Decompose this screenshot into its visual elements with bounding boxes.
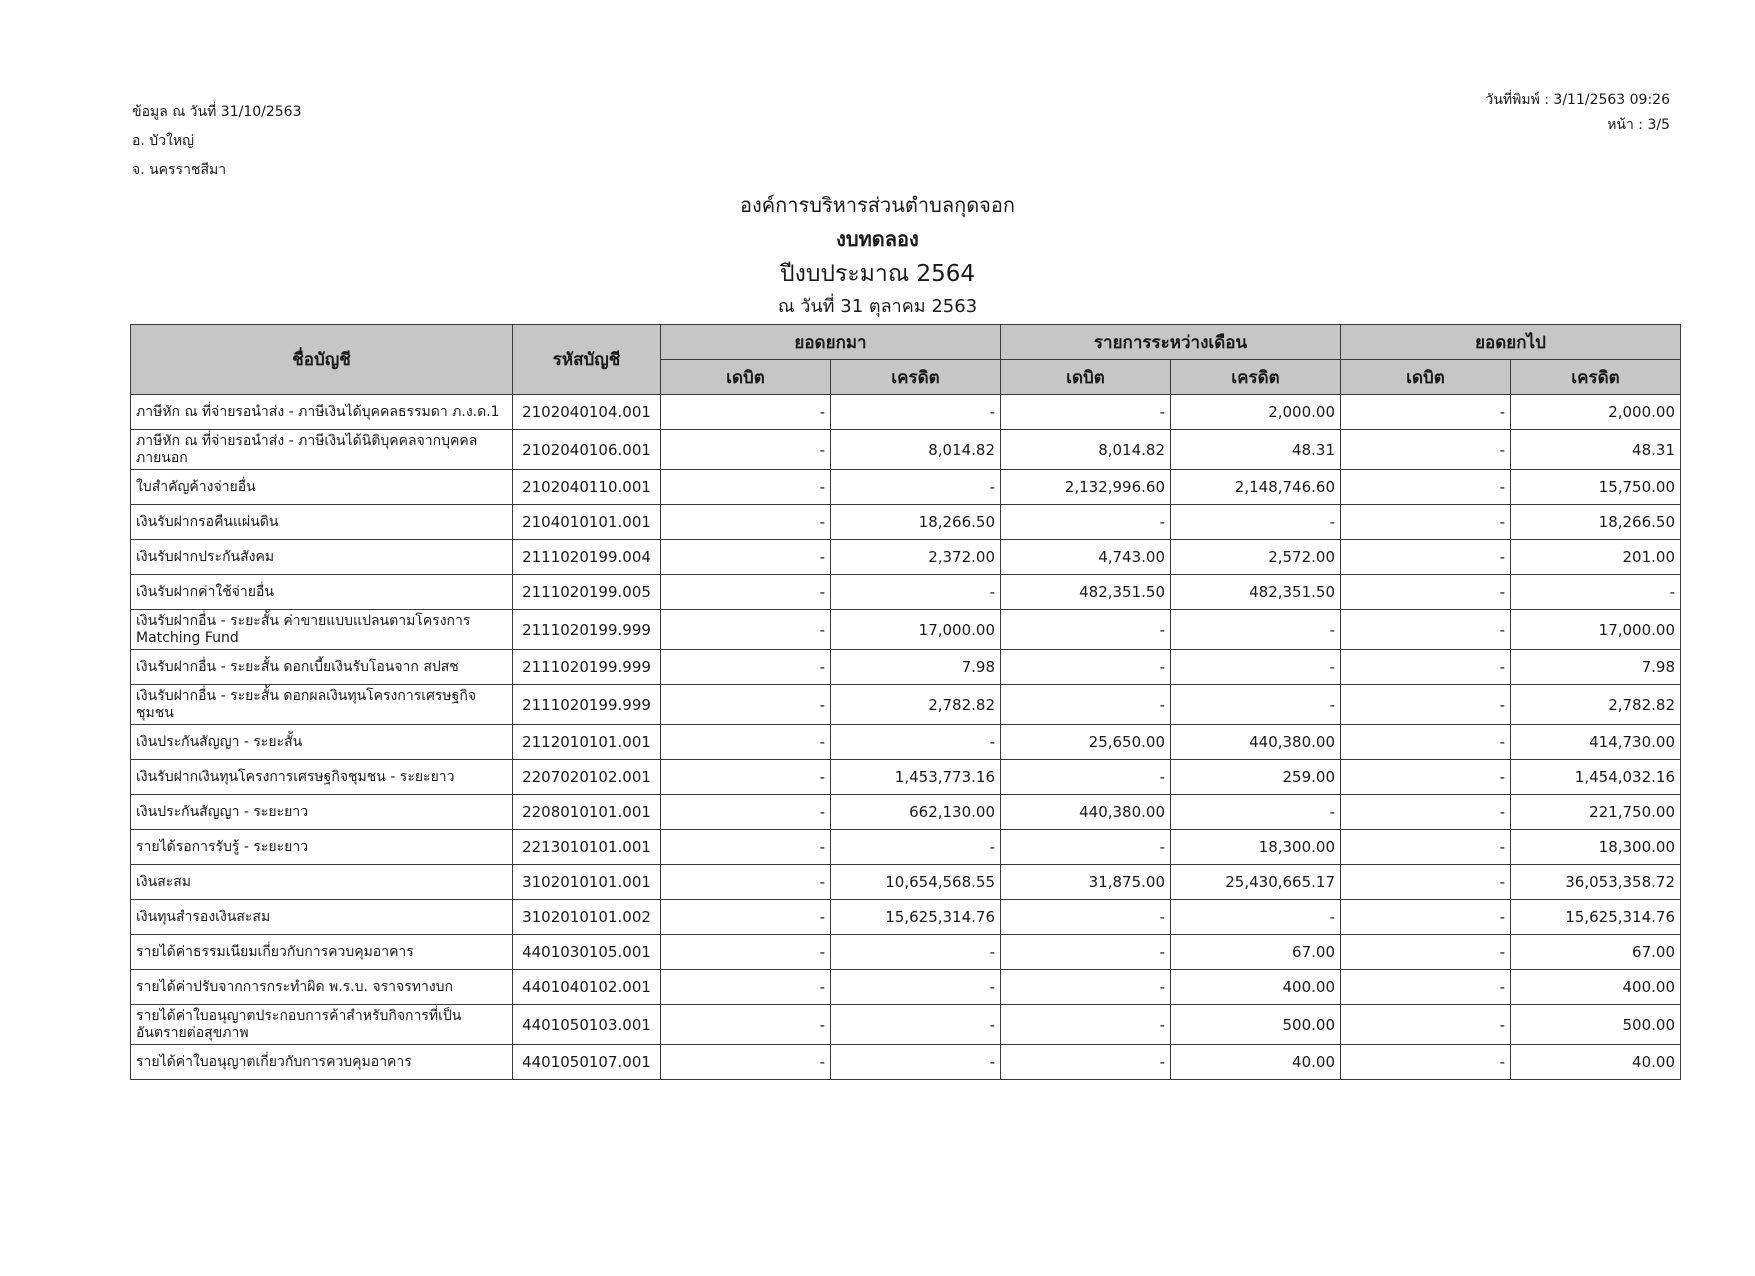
account-name-cell: เงินประกันสัญญา - ระยะสั้น — [131, 725, 513, 760]
account-code-cell: 2112010101.001 — [513, 725, 661, 760]
account-name-cell: ใบสำคัญค้างจ่ายอื่น — [131, 470, 513, 505]
carried-forward-debit-cell: - — [1341, 650, 1511, 685]
account-code-cell: 2208010101.001 — [513, 795, 661, 830]
account-name-cell: เงินสะสม — [131, 865, 513, 900]
carried-forward-credit-cell: 18,300.00 — [1511, 830, 1681, 865]
account-name-cell: เงินรับฝากอื่น - ระยะสั้น ค่าขายแบบแปลนตามโครงการ Matching Fund — [131, 610, 513, 650]
carried-forward-debit-cell: - — [1341, 935, 1511, 970]
account-code-cell: 3102010101.001 — [513, 865, 661, 900]
brought-forward-debit-cell: - — [661, 935, 831, 970]
month-debit-cell: 8,014.82 — [1001, 430, 1171, 470]
header-credit: เครดิต — [1171, 360, 1341, 395]
table-row — [131, 935, 1681, 970]
brought-forward-debit-cell: - — [661, 1005, 831, 1045]
carried-forward-debit-cell: - — [1341, 430, 1511, 470]
carried-forward-debit-cell: - — [1341, 540, 1511, 575]
month-credit-cell: 2,148,746.60 — [1171, 470, 1341, 505]
brought-forward-credit-cell: - — [831, 725, 1001, 760]
document-title: งบทดลอง — [836, 227, 919, 251]
table-row — [131, 610, 1681, 650]
account-code-cell: 4401050107.001 — [513, 1045, 661, 1080]
carried-forward-debit-cell: - — [1341, 830, 1511, 865]
account-code-cell: 2111020199.999 — [513, 650, 661, 685]
brought-forward-debit-cell: - — [661, 865, 831, 900]
month-credit-cell: 67.00 — [1171, 935, 1341, 970]
table-row — [131, 470, 1681, 505]
brought-forward-debit-cell: - — [661, 970, 831, 1005]
table-row — [131, 395, 1681, 430]
carried-forward-debit-cell: - — [1341, 795, 1511, 830]
brought-forward-credit-cell: - — [831, 830, 1001, 865]
month-debit-cell: - — [1001, 610, 1171, 650]
table-row — [131, 430, 1681, 470]
month-debit-cell: - — [1001, 395, 1171, 430]
header-credit: เครดิต — [1511, 360, 1681, 395]
month-debit-cell: - — [1001, 900, 1171, 935]
carried-forward-credit-cell: 15,750.00 — [1511, 470, 1681, 505]
month-debit-cell: 4,743.00 — [1001, 540, 1171, 575]
carried-forward-debit-cell: - — [1341, 685, 1511, 725]
carried-forward-debit-cell: - — [1341, 575, 1511, 610]
table-row — [131, 795, 1681, 830]
carried-forward-credit-cell: 48.31 — [1511, 430, 1681, 470]
carried-forward-credit-cell: 414,730.00 — [1511, 725, 1681, 760]
account-name-cell: ภาษีหัก ณ ที่จ่ายรอนำส่ง - ภาษีเงินได้บุคคลธรรมดา ภ.ง.ด.1 — [131, 395, 513, 430]
month-credit-cell: 25,430,665.17 — [1171, 865, 1341, 900]
report-meta-right — [1485, 88, 1670, 138]
account-code-cell: 2102040104.001 — [513, 395, 661, 430]
carried-forward-credit-cell: 1,454,032.16 — [1511, 760, 1681, 795]
carried-forward-debit-cell: - — [1341, 865, 1511, 900]
brought-forward-credit-cell: 662,130.00 — [831, 795, 1001, 830]
month-credit-cell: 500.00 — [1171, 1005, 1341, 1045]
month-credit-cell: - — [1171, 650, 1341, 685]
month-credit-cell: 18,300.00 — [1171, 830, 1341, 865]
brought-forward-credit-cell: - — [831, 1005, 1001, 1045]
print-date: วันที่พิมพ์ : 3/11/2563 09:26 — [1485, 92, 1670, 108]
table-row — [131, 505, 1681, 540]
account-code-cell: 2111020199.005 — [513, 575, 661, 610]
account-name-cell: รายได้ค่าใบอนุญาตประกอบการค้าสำหรับกิจการที่เป็นอันตรายต่อสุขภาพ — [131, 1005, 513, 1045]
account-name-cell: เงินรับฝากประกันสังคม — [131, 540, 513, 575]
account-name-cell: รายได้รอการรับรู้ - ระยะยาว — [131, 830, 513, 865]
brought-forward-credit-cell: 15,625,314.76 — [831, 900, 1001, 935]
carried-forward-credit-cell: 221,750.00 — [1511, 795, 1681, 830]
organization-name: องค์การบริหารส่วนตำบลกุดจอก — [739, 193, 1016, 217]
report-meta-left — [132, 98, 301, 185]
brought-forward-debit-cell: - — [661, 1045, 831, 1080]
account-name-cell: เงินประกันสัญญา - ระยะยาว — [131, 795, 513, 830]
brought-forward-credit-cell: - — [831, 935, 1001, 970]
brought-forward-credit-cell: 2,372.00 — [831, 540, 1001, 575]
trial-balance-table — [130, 324, 1681, 1080]
month-debit-cell: 25,650.00 — [1001, 725, 1171, 760]
carried-forward-credit-cell: 7.98 — [1511, 650, 1681, 685]
brought-forward-credit-cell: 7.98 — [831, 650, 1001, 685]
month-credit-cell: 482,351.50 — [1171, 575, 1341, 610]
account-code-cell: 4401030105.001 — [513, 935, 661, 970]
brought-forward-debit-cell: - — [661, 795, 831, 830]
brought-forward-debit-cell: - — [661, 395, 831, 430]
carried-forward-credit-cell: 500.00 — [1511, 1005, 1681, 1045]
month-credit-cell: 48.31 — [1171, 430, 1341, 470]
table-row — [131, 725, 1681, 760]
month-debit-cell: 482,351.50 — [1001, 575, 1171, 610]
account-code-cell: 2104010101.001 — [513, 505, 661, 540]
carried-forward-debit-cell: - — [1341, 1005, 1511, 1045]
month-credit-cell: 440,380.00 — [1171, 725, 1341, 760]
account-code-cell: 2111020199.999 — [513, 685, 661, 725]
header-debit: เดบิต — [1341, 360, 1511, 395]
carried-forward-debit-cell: - — [1341, 505, 1511, 540]
carried-forward-credit-cell: 36,053,358.72 — [1511, 865, 1681, 900]
month-credit-cell: - — [1171, 900, 1341, 935]
account-name-cell: เงินรับฝากอื่น - ระยะสั้น ดอกเบี้ยเงินรับโอนจาก สปสช — [131, 650, 513, 685]
month-credit-cell: 2,000.00 — [1171, 395, 1341, 430]
header-account-code: รหัสบัญชี — [513, 325, 661, 395]
account-name-cell: รายได้ค่าธรรมเนียมเกี่ยวกับการควบคุมอาคาร — [131, 935, 513, 970]
brought-forward-credit-cell: - — [831, 470, 1001, 505]
month-debit-cell: - — [1001, 830, 1171, 865]
brought-forward-debit-cell: - — [661, 505, 831, 540]
carried-forward-debit-cell: - — [1341, 725, 1511, 760]
table-row — [131, 540, 1681, 575]
account-code-cell: 4401050103.001 — [513, 1005, 661, 1045]
carried-forward-debit-cell: - — [1341, 395, 1511, 430]
header-brought-forward: ยอดยกมา — [661, 325, 1001, 360]
table-row — [131, 830, 1681, 865]
account-code-cell: 4401040102.001 — [513, 970, 661, 1005]
month-credit-cell: - — [1171, 795, 1341, 830]
brought-forward-credit-cell: 18,266.50 — [831, 505, 1001, 540]
carried-forward-debit-cell: - — [1341, 760, 1511, 795]
month-credit-cell: - — [1171, 505, 1341, 540]
table-row — [131, 970, 1681, 1005]
brought-forward-credit-cell: 17,000.00 — [831, 610, 1001, 650]
month-credit-cell: 2,572.00 — [1171, 540, 1341, 575]
carried-forward-debit-cell: - — [1341, 1045, 1511, 1080]
account-code-cell: 2207020102.001 — [513, 760, 661, 795]
brought-forward-debit-cell: - — [661, 830, 831, 865]
month-credit-cell: 400.00 — [1171, 970, 1341, 1005]
month-debit-cell: - — [1001, 1045, 1171, 1080]
table-row — [131, 575, 1681, 610]
month-credit-cell: 40.00 — [1171, 1045, 1341, 1080]
table-row — [131, 1045, 1681, 1080]
carried-forward-credit-cell: 2,000.00 — [1511, 395, 1681, 430]
data-date: ข้อมูล ณ วันที่ 31/10/2563 — [132, 104, 302, 120]
account-code-cell: 2213010101.001 — [513, 830, 661, 865]
carried-forward-credit-cell: 18,266.50 — [1511, 505, 1681, 540]
carried-forward-debit-cell: - — [1341, 970, 1511, 1005]
carried-forward-credit-cell: - — [1511, 575, 1681, 610]
carried-forward-credit-cell: 15,625,314.76 — [1511, 900, 1681, 935]
brought-forward-credit-cell: 1,453,773.16 — [831, 760, 1001, 795]
account-code-cell: 2111020199.999 — [513, 610, 661, 650]
header-carried-forward: ยอดยกไป — [1341, 325, 1681, 360]
province: จ. นครราชสีมา — [132, 162, 227, 178]
table-row — [131, 865, 1681, 900]
month-debit-cell: - — [1001, 650, 1171, 685]
table-row — [131, 900, 1681, 935]
brought-forward-debit-cell: - — [661, 725, 831, 760]
month-debit-cell: - — [1001, 760, 1171, 795]
brought-forward-credit-cell: - — [831, 395, 1001, 430]
month-debit-cell: - — [1001, 685, 1171, 725]
month-debit-cell: - — [1001, 505, 1171, 540]
carried-forward-debit-cell: - — [1341, 470, 1511, 505]
carried-forward-credit-cell: 2,782.82 — [1511, 685, 1681, 725]
account-code-cell: 2111020199.004 — [513, 540, 661, 575]
account-code-cell: 3102010101.002 — [513, 900, 661, 935]
report-title — [0, 188, 1755, 322]
brought-forward-credit-cell: - — [831, 970, 1001, 1005]
carried-forward-credit-cell: 40.00 — [1511, 1045, 1681, 1080]
month-debit-cell: - — [1001, 970, 1171, 1005]
district: อ. บัวใหญ่ — [132, 133, 195, 149]
brought-forward-debit-cell: - — [661, 685, 831, 725]
carried-forward-credit-cell: 201.00 — [1511, 540, 1681, 575]
account-code-cell: 2102040106.001 — [513, 430, 661, 470]
brought-forward-credit-cell: 10,654,568.55 — [831, 865, 1001, 900]
header-during-month: รายการระหว่างเดือน — [1001, 325, 1341, 360]
carried-forward-debit-cell: - — [1341, 610, 1511, 650]
table-row — [131, 685, 1681, 725]
month-debit-cell: - — [1001, 1005, 1171, 1045]
brought-forward-debit-cell: - — [661, 540, 831, 575]
account-name-cell: เงินรับฝากอื่น - ระยะสั้น ดอกผลเงินทุนโครงการเศรษฐกิจชุมชน — [131, 685, 513, 725]
brought-forward-debit-cell: - — [661, 430, 831, 470]
account-name-cell: ภาษีหัก ณ ที่จ่ายรอนำส่ง - ภาษีเงินได้นิติบุคคลจากบุคคลภายนอก — [131, 430, 513, 470]
table-row — [131, 760, 1681, 795]
month-debit-cell: 2,132,996.60 — [1001, 470, 1171, 505]
carried-forward-debit-cell: - — [1341, 900, 1511, 935]
account-name-cell: เงินรับฝากรอคืนแผ่นดิน — [131, 505, 513, 540]
month-debit-cell: 440,380.00 — [1001, 795, 1171, 830]
brought-forward-credit-cell: 8,014.82 — [831, 430, 1001, 470]
account-name-cell: เงินรับฝากเงินทุนโครงการเศรษฐกิจชุมชน - ระยะยาว — [131, 760, 513, 795]
carried-forward-credit-cell: 67.00 — [1511, 935, 1681, 970]
brought-forward-debit-cell: - — [661, 610, 831, 650]
carried-forward-credit-cell: 400.00 — [1511, 970, 1681, 1005]
month-credit-cell: - — [1171, 610, 1341, 650]
brought-forward-credit-cell: - — [831, 575, 1001, 610]
account-name-cell: เงินรับฝากค่าใช้จ่ายอื่น — [131, 575, 513, 610]
account-code-cell: 2102040110.001 — [513, 470, 661, 505]
brought-forward-credit-cell: 2,782.82 — [831, 685, 1001, 725]
report-date: ณ วันที่ 31 ตุลาคม 2563 — [777, 296, 978, 317]
header-debit: เดบิต — [661, 360, 831, 395]
month-credit-cell: - — [1171, 685, 1341, 725]
brought-forward-debit-cell: - — [661, 575, 831, 610]
brought-forward-credit-cell: - — [831, 1045, 1001, 1080]
brought-forward-debit-cell: - — [661, 900, 831, 935]
month-credit-cell: 259.00 — [1171, 760, 1341, 795]
brought-forward-debit-cell: - — [661, 470, 831, 505]
account-name-cell: เงินทุนสำรองเงินสะสม — [131, 900, 513, 935]
account-name-cell: รายได้ค่าปรับจากการกระทำผิด พ.ร.บ. จราจรทางบก — [131, 970, 513, 1005]
table-row — [131, 650, 1681, 685]
month-debit-cell: - — [1001, 935, 1171, 970]
header-credit: เครดิต — [831, 360, 1001, 395]
month-debit-cell: 31,875.00 — [1001, 865, 1171, 900]
table-body — [131, 395, 1681, 1080]
brought-forward-debit-cell: - — [661, 650, 831, 685]
brought-forward-debit-cell: - — [661, 760, 831, 795]
header-account-name: ชื่อบัญชี — [131, 325, 513, 395]
fiscal-year: ปีงบประมาณ 2564 — [780, 261, 975, 287]
account-name-cell: รายได้ค่าใบอนุญาตเกี่ยวกับการควบคุมอาคาร — [131, 1045, 513, 1080]
carried-forward-credit-cell: 17,000.00 — [1511, 610, 1681, 650]
table-row — [131, 1005, 1681, 1045]
header-debit: เดบิต — [1001, 360, 1171, 395]
page-number: หน้า : 3/5 — [1607, 117, 1670, 133]
